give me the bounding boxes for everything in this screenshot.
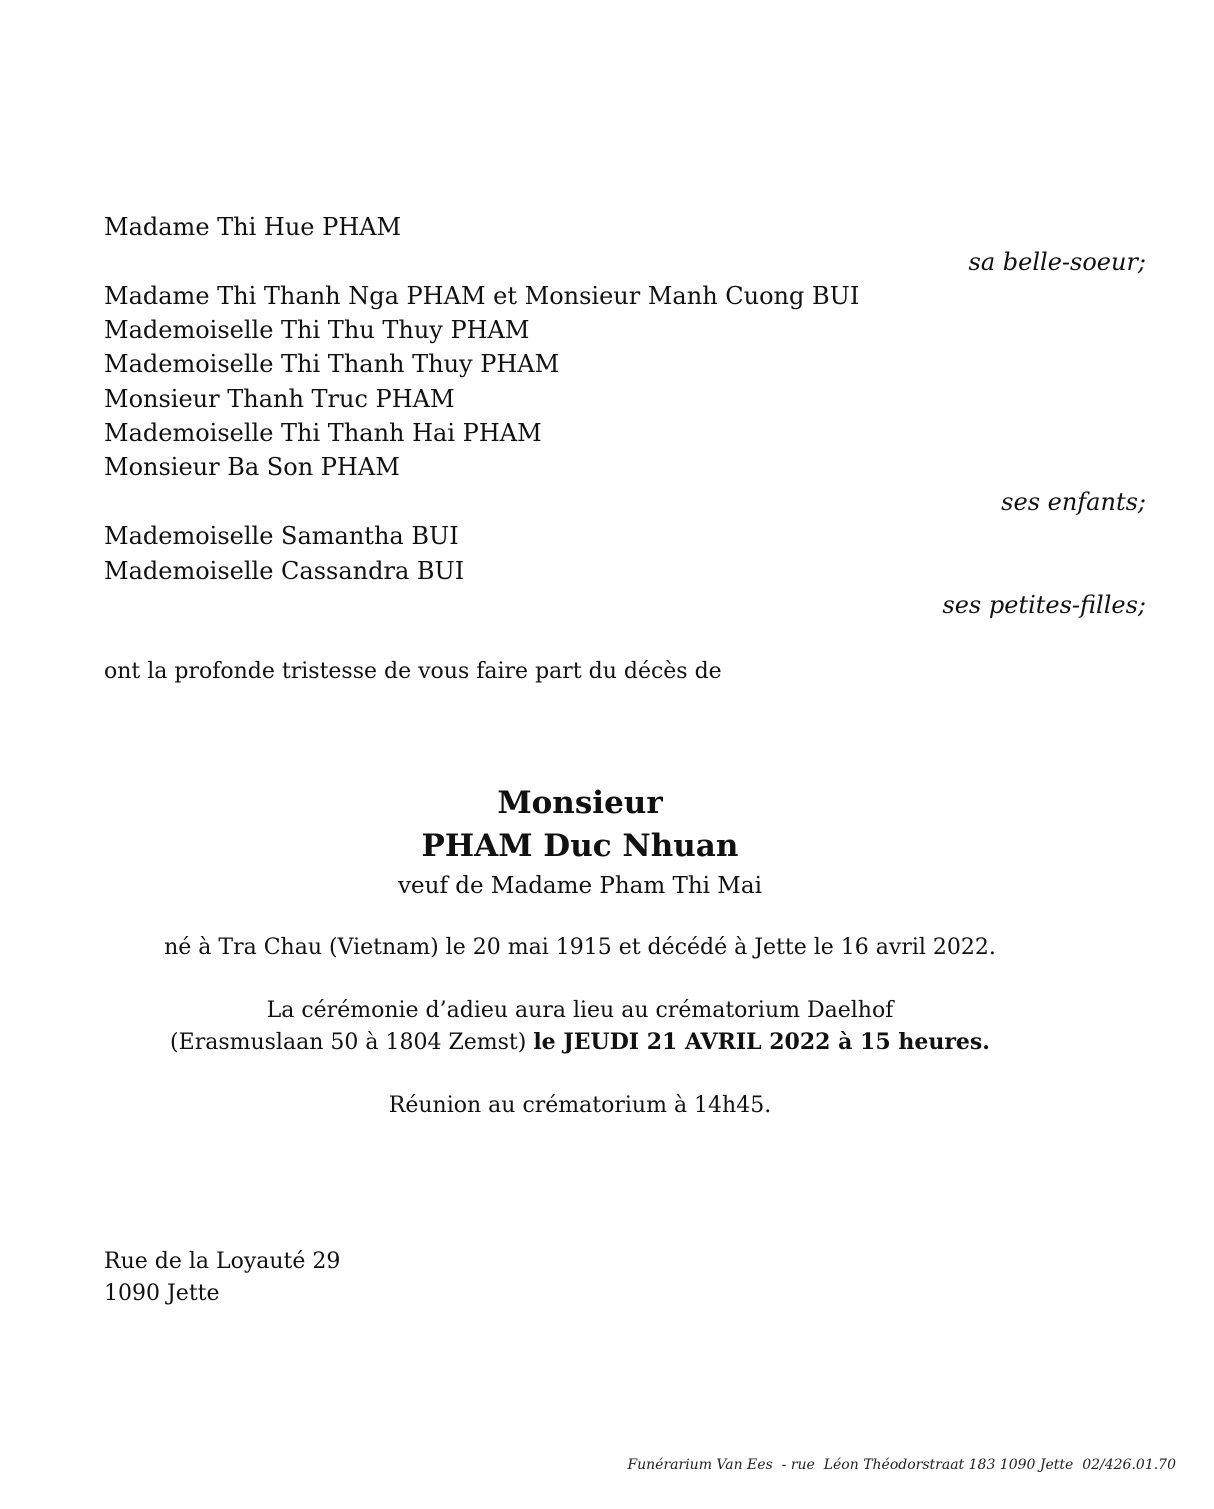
child-name: Monsieur Thanh Truc PHAM xyxy=(104,385,455,413)
granddaughter-name: Mademoiselle Cassandra BUI xyxy=(104,557,465,585)
child-name: Mademoiselle Thi Thanh Hai PHAM xyxy=(104,419,542,447)
granddaughters-relation: ses petites-filles; xyxy=(942,591,1146,619)
child-name: Mademoiselle Thi Thanh Thuy PHAM xyxy=(104,350,560,378)
deceased-widower-note: veuf de Madame Pham Thi Mai xyxy=(398,873,762,899)
birth-death-text: né à Tra Chau (Vietnam) le 20 mai 1915 et décédé à Jette le 16 avril 2022. xyxy=(164,935,996,960)
address-city: 1090 Jette xyxy=(104,1281,220,1306)
sister-in-law-name: Madame Thi Hue PHAM xyxy=(104,213,402,241)
child-name: Madame Thi Thanh Nga PHAM et Monsieur Manh Cuong BUI xyxy=(104,282,860,310)
ceremony-line-2 xyxy=(0,1027,1160,1058)
address-street: Rue de la Loyauté 29 xyxy=(104,1249,341,1274)
child-name: Mademoiselle Thi Thu Thuy PHAM xyxy=(104,316,530,344)
ceremony-location: (Erasmuslaan 50 à 1804 Zemst) xyxy=(170,1030,534,1055)
funeral-home-footer: Funérarium Van Ees - rue Léon Théodorstraat 183 1090 Jette 02/426.01.70 xyxy=(627,1457,1176,1473)
deceased-name: PHAM Duc Nhuan xyxy=(421,828,739,864)
deceased-title: Monsieur xyxy=(497,785,663,821)
ceremony-line-1: La cérémonie d’adieu aura lieu au crématorium Daelhof xyxy=(266,998,894,1023)
child-name: Monsieur Ba Son PHAM xyxy=(104,453,400,481)
sister-in-law-relation: sa belle-soeur; xyxy=(968,248,1146,276)
children-relation: ses enfants; xyxy=(1001,488,1146,516)
meeting-text: Réunion au crématorium à 14h45. xyxy=(388,1093,772,1118)
announcement-text: ont la profonde tristesse de vous faire part du décès de xyxy=(104,659,722,684)
ceremony-date-time: le JEUDI 21 AVRIL 2022 à 15 heures. xyxy=(533,1029,990,1055)
granddaughter-name: Mademoiselle Samantha BUI xyxy=(104,522,459,550)
